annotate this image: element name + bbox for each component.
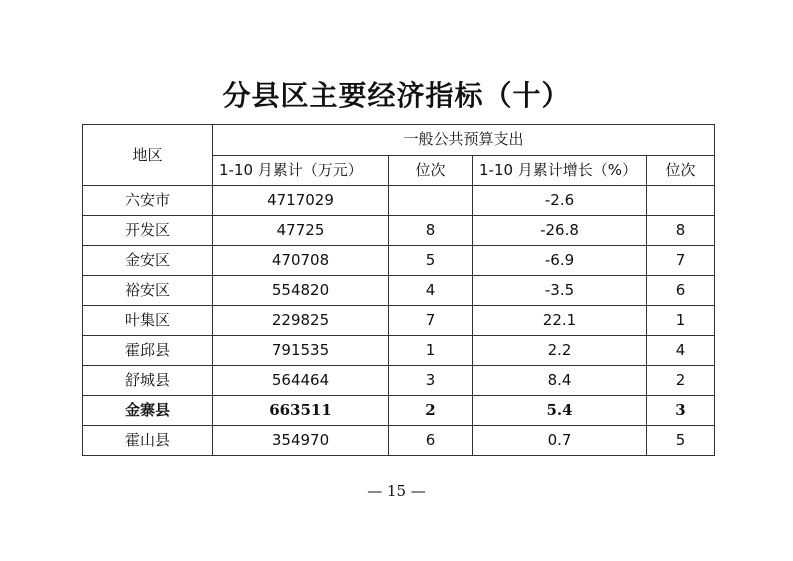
cumulative-cell: 564464 xyxy=(213,366,389,396)
growth-cell: 2.2 xyxy=(473,336,647,366)
region-cell: 六安市 xyxy=(83,186,213,216)
growth-rank-cell xyxy=(647,186,715,216)
growth-rank-cell: 4 xyxy=(647,336,715,366)
table-body xyxy=(83,186,715,456)
page-number: — 15 — xyxy=(367,482,426,500)
growth-rank-cell: 3 xyxy=(647,396,715,426)
table-row xyxy=(83,246,715,276)
rank-cell: 8 xyxy=(389,216,473,246)
region-cell: 金安区 xyxy=(83,246,213,276)
growth-cell: -6.9 xyxy=(473,246,647,276)
growth-cell: 8.4 xyxy=(473,366,647,396)
region-cell: 霍山县 xyxy=(83,426,213,456)
growth-rank-cell: 2 xyxy=(647,366,715,396)
growth-cell: -26.8 xyxy=(473,216,647,246)
cumulative-cell: 4717029 xyxy=(213,186,389,216)
growth-rank-cell: 1 xyxy=(647,306,715,336)
table-row xyxy=(83,396,715,426)
growth-rank-cell: 7 xyxy=(647,246,715,276)
cumulative-cell: 47725 xyxy=(213,216,389,246)
rank-cell xyxy=(389,186,473,216)
growth-cell: -3.5 xyxy=(473,276,647,306)
region-cell: 叶集区 xyxy=(83,306,213,336)
growth-rank-cell: 8 xyxy=(647,216,715,246)
region-column-header: 地区 xyxy=(83,125,213,186)
growth-cell: 5.4 xyxy=(473,396,647,426)
rank-cell: 5 xyxy=(389,246,473,276)
rank-cell: 3 xyxy=(389,366,473,396)
growth-cell: -2.6 xyxy=(473,186,647,216)
growth-rank-column-header: 位次 xyxy=(647,155,715,186)
table-row xyxy=(83,216,715,246)
economic-indicators-table xyxy=(82,124,715,456)
growth-column-header: 1-10 月累计增长（%） xyxy=(473,155,647,186)
growth-rank-cell: 5 xyxy=(647,426,715,456)
rank-cell: 7 xyxy=(389,306,473,336)
table-row xyxy=(83,186,715,216)
rank-cell: 6 xyxy=(389,426,473,456)
table-row xyxy=(83,426,715,456)
region-cell: 金寨县 xyxy=(83,396,213,426)
group-header: 一般公共预算支出 xyxy=(213,125,715,156)
table-row xyxy=(83,306,715,336)
cumulative-cell: 470708 xyxy=(213,246,389,276)
page-title: 分县区主要经济指标（十） xyxy=(222,79,571,112)
rank-cell: 4 xyxy=(389,276,473,306)
cumulative-cell: 663511 xyxy=(213,396,389,426)
rank-cell: 1 xyxy=(389,336,473,366)
region-cell: 开发区 xyxy=(83,216,213,246)
growth-cell: 0.7 xyxy=(473,426,647,456)
cumulative-cell: 229825 xyxy=(213,306,389,336)
cumulative-column-header: 1-10 月累计（万元） xyxy=(213,155,389,186)
growth-rank-cell: 6 xyxy=(647,276,715,306)
region-cell: 舒城县 xyxy=(83,366,213,396)
table-row xyxy=(83,336,715,366)
region-cell: 霍邱县 xyxy=(83,336,213,366)
rank-cell: 2 xyxy=(389,396,473,426)
cumulative-cell: 791535 xyxy=(213,336,389,366)
region-cell: 裕安区 xyxy=(83,276,213,306)
rank-column-header: 位次 xyxy=(389,155,473,186)
cumulative-cell: 354970 xyxy=(213,426,389,456)
table-row xyxy=(83,276,715,306)
table-row xyxy=(83,366,715,396)
growth-cell: 22.1 xyxy=(473,306,647,336)
cumulative-cell: 554820 xyxy=(213,276,389,306)
